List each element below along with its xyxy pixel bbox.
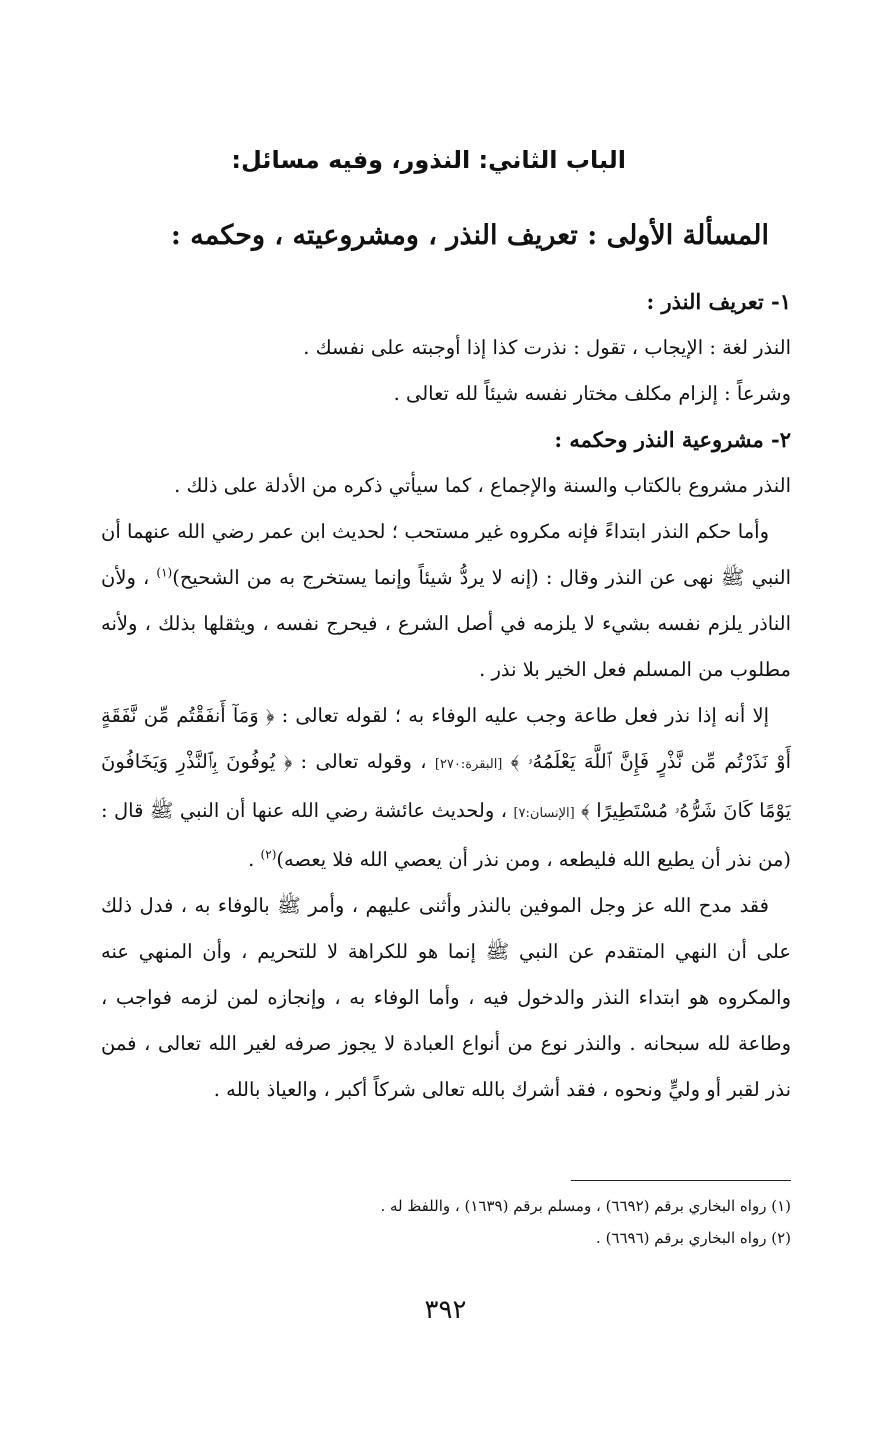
footnotes: [101, 1190, 791, 1254]
paragraph-ruling: [101, 509, 791, 693]
quran-ref-2: [الإنسان:٧]: [513, 806, 575, 821]
definition-linguistic: النذر لغة : الإيجاب ، تقول : نذرت كذا إذا أوجبته على نفسك .: [303, 336, 791, 359]
footnote-divider: [571, 1180, 791, 1181]
quran-verse-1: ﴿ وَمَآ أَنفَقْتُم مِّن نَّفَقَةٍ أَوْ نَذَرْتُم مِّن نَّذْرٍ فَإِنَّ ٱللَّهَ يَعْلَمُهُۥ ﴾: [101, 704, 791, 773]
footnote-2: (٢) رواه البخاري برقم (٦٦٩٦) .: [596, 1229, 791, 1247]
page-number: ٣٩٢: [424, 1295, 467, 1325]
subheading-legitimacy: ٢- مشروعية النذر وحكمه :: [554, 427, 791, 452]
paragraph-ruling-text: وأما حكم النذر ابتداءً فإنه مكروه غير مستحب ؛ لحديث ابن عمر رضي الله عنهما أن النبي ﷺ نهى عن النذر وقال : (إنه لا يردُّ شيئاً وإنما يستخرج به من الشحيح): [101, 520, 791, 589]
footnote-marker-2[interactable]: (٢): [260, 847, 277, 862]
paragraph-obligation-mid: ، وقوله تعالى :: [292, 750, 435, 773]
paragraph-obligation-end: ، ولحديث عائشة رضي الله عنها أن النبي ﷺ قال : (من نذر أن يطيع الله فليطعه ، ومن نذر أن يعصي الله فلا يعصه): [101, 799, 791, 871]
paragraph-conclusion: فقد مدح الله عز وجل الموفين بالنذر وأثنى عليهم ، وأمر ﷺ بالوفاء به ، فدل ذلك على أن النهي المتقدم عن النبي ﷺ إنما هو للكراهة لا للتحريم ، وأن المنهي عنه والمكروه هو ابتداء النذر والدخول فيه ، وأما الوفاء به ، وإنجازه لمن لزمه فواجب ، وطاعة لله سبحانه . والنذر نوع من أنواع العبادة لا يجوز صرفه لغير الله تعالى ، فمن نذر لقبر أو وليٍّ ونحوه ، فقد أشرك بالله تعالى شركاً أكبر ، والعياذ بالله .: [101, 894, 791, 1101]
paragraph-legitimacy: النذر مشروع بالكتاب والسنة والإجماع ، كما سيأتي ذكره من الأدلة على ذلك .: [174, 474, 791, 497]
quran-ref-1: [البقرة:٢٧٠]: [434, 757, 503, 772]
section-title: المسألة الأولى : تعريف النذر ، ومشروعيته ، وحكمه :: [170, 220, 769, 251]
subheading-definition: ١- تعريف النذر :: [646, 289, 791, 314]
paragraph-obligation-close: .: [248, 848, 261, 871]
footnote-1: (١) رواه البخاري برقم (٦٦٩٢) ، ومسلم برقم (١٦٣٩) ، واللفظ له .: [380, 1197, 791, 1215]
paragraph-obligation-intro: إلا أنه إذا نذر فعل طاعة وجب عليه الوفاء به ؛ لقوله تعالى :: [281, 704, 770, 727]
quran-verse-2: ﴿ يُوفُونَ بِٱلنَّذْرِ وَيَخَافُونَ يَوْمًا كَانَ شَرُّهُۥ مُسْتَطِيرًا ﴾: [101, 750, 792, 822]
definition-legal: وشرعاً : إلزام مكلف مختار نفسه شيئاً لله تعالى .: [393, 382, 791, 405]
paragraph-ruling-text-cont: ، ولأن الناذر يلزم نفسه بشيء لا يلزمه في أصل الشرع ، فيحرج نفسه ، ويثقلها بذلك ، ولأنه مطلوب من المسلم فعل الخير بلا نذر .: [101, 566, 791, 681]
main-text: [101, 279, 791, 1113]
footnote-marker-1[interactable]: (١): [156, 565, 173, 580]
paragraph-obligation: [101, 693, 791, 883]
chapter-title: الباب الثاني: النذور، وفيه مسائل:: [231, 146, 626, 174]
